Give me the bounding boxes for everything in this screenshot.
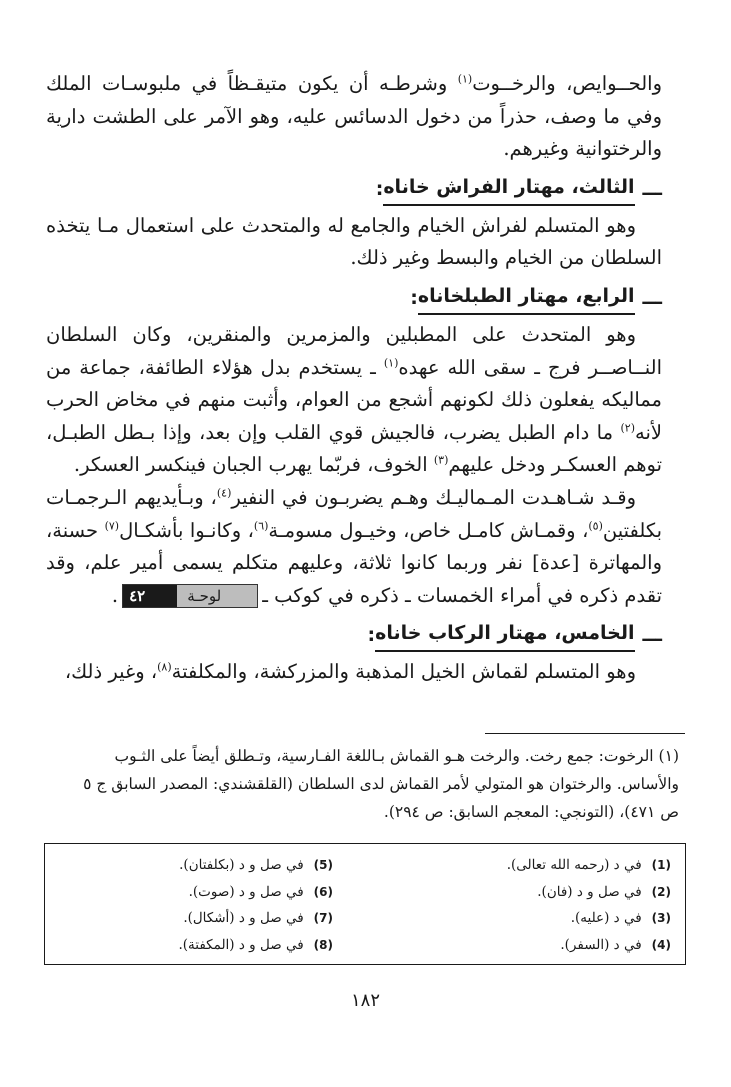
paragraph-sixth [46,656,662,689]
text-span: . [111,583,119,607]
variant-number: (8) [313,937,333,952]
paragraph-fifth [46,482,662,612]
variant-item [178,905,333,932]
variant-number: (1) [651,858,671,872]
footnote-ref[interactable]: (٣) [433,453,449,467]
text-span: الخوف، فربّما يهرب الجبان فينكسر العسكر. [73,453,434,477]
variant-item [178,932,333,959]
paragraph-third: وهو المتسلم لفراش الخيام والجامع له والمتحدث على استعمال مـا يتخذه السلطان من الخيام والبسط وغير ذلك. [46,213,662,270]
variant-number: (4) [651,937,671,952]
variant-item [507,852,671,879]
footnote-divider [485,733,685,734]
text-span: وشرطـه أن يكون متيقـظاً في ملبوسـات الملك وفي ما وصف، حذراً من دخول الدسائس عليه، وهو الآمر على الطشت دارية والرختوانية وغيرهم. [46,72,662,161]
variant-text: في صل و د (بكلفتان). [179,857,304,873]
text-span: ، وقمـاش كامـل خاص، وخيـول مسومـة [268,518,589,542]
variant-text: في صل و د (صوت). [188,883,304,900]
text-span: ، وكانـوا بأشكـال [119,518,254,542]
paragraph-intro [46,68,662,166]
variant-number: (2) [651,884,671,899]
footnote-ref[interactable]: (١) [457,72,473,86]
variant-item [507,879,671,906]
footnote-ref[interactable]: (٧) [104,519,120,533]
variant-item [507,905,671,932]
paragraph-fourth [46,319,662,482]
plate-number: ٤٢ [123,585,177,607]
footnote-ref[interactable]: (٤) [216,486,232,500]
text-span: ، وبـأيديهم الـرجمـات بكلفتين [46,485,663,542]
heading-text: الرابع، مهتار الطبلخاناه [418,281,635,315]
footnote-ref[interactable]: (٨) [157,660,172,674]
plate-reference[interactable] [122,584,258,608]
footnote-marker: (١) [658,747,679,765]
variant-item [178,852,333,879]
heading-dash: ـــ [642,286,662,309]
heading-text: الثالث، مهتار الفراش خاناه [383,172,634,206]
text-span: وهو المتحدث على المطبلين والمزمرين والمنقرين، وكان السلطان النــاصــر فرج ـ سقى الله عهده [46,322,662,379]
variant-text: في د (رحمه الله تعالى). [506,857,642,873]
footnote-ref[interactable]: (٦) [253,519,269,533]
heading-text: الخامس، مهتار الركاب خاناه [375,618,634,652]
text-span: ما دام الطبل يضرب، فالجيش قوي القلب وإن بعد، وإذا بـطل الطبـل، توهم العسكـر ودخل عليهم [46,420,662,477]
footnote-ref[interactable]: (١) [383,356,399,370]
variant-number: (3) [651,911,671,925]
heading-dash: ـــ [642,177,662,200]
text-span: ، وغير ذلك، [64,660,158,684]
text-span: والحــوايص، والرخــوت [472,72,662,95]
variant-item [178,879,333,906]
variant-text: في صل و د (المكفتة). [178,936,304,953]
variants-column-left [178,852,333,958]
text-span: حسنة، والمهاترة [عدة] نفر وربما كانوا ثلاثة، وعليهم متكلم يسمى أمير علم، وقد تقدم ذكره في أمراء الخمسات ـ ذكره في كوكب ـ [46,518,662,607]
variant-number: (5) [313,858,333,872]
text-span: ـ يستخدم بدل هؤلاء الطائفة، جماعة من مماليكه يفعلون ذلك لكونهم أشجع من العوام، وأثبت منهم في مخاض الحرب لأنه [46,355,662,444]
variant-number: (6) [313,884,333,899]
text-span: وهو المتسلم لقماش الخيل المذهبة والمزركشة، والمكلفتة [171,660,636,684]
heading-dash: ـــ [642,624,662,647]
variants-box [44,843,686,965]
variant-number: (7) [313,911,333,925]
page-body [46,68,662,689]
variant-text: في د (السفر). [560,936,642,953]
plate-label: لوحـة [177,585,257,607]
footnote-ref[interactable]: (٢) [620,421,635,435]
text-span: وقـد شـاهـدت المـماليـك وهـم يضربـون في النفير [231,485,637,509]
section-heading-third: ـــ الثالث، مهتار الفراش خاناه : [46,172,662,206]
footnote-1 [79,742,679,826]
variant-text: في د (عليه). [570,910,642,926]
variant-text: في صل و د (فان). [537,883,642,900]
footnote-ref[interactable]: (٥) [588,519,603,533]
section-heading-fifth: ـــ الخامس، مهتار الركاب خاناه : [46,618,662,652]
variant-item [507,932,671,959]
footnote-text: الرخوت: جمع رخت. والرخت هـو القماش بـاللغة الفـارسية، وتـطلق أيضاً على الثـوب والأساس. والرختوان هو المتولي لأمر القماش لدى السلطان (القلقشندي: المصدر السابق ج ٥ ص ٤٧١)، (التونجي: المعجم السابق: ص ٢٩٤). [83,747,679,821]
section-heading-fourth: ـــ الرابع، مهتار الطبلخاناه : [46,281,662,315]
variant-text: في صل و د (أشكال). [183,910,304,926]
variants-column-right [507,852,671,958]
page-number: ١٨٢ [350,990,380,1011]
